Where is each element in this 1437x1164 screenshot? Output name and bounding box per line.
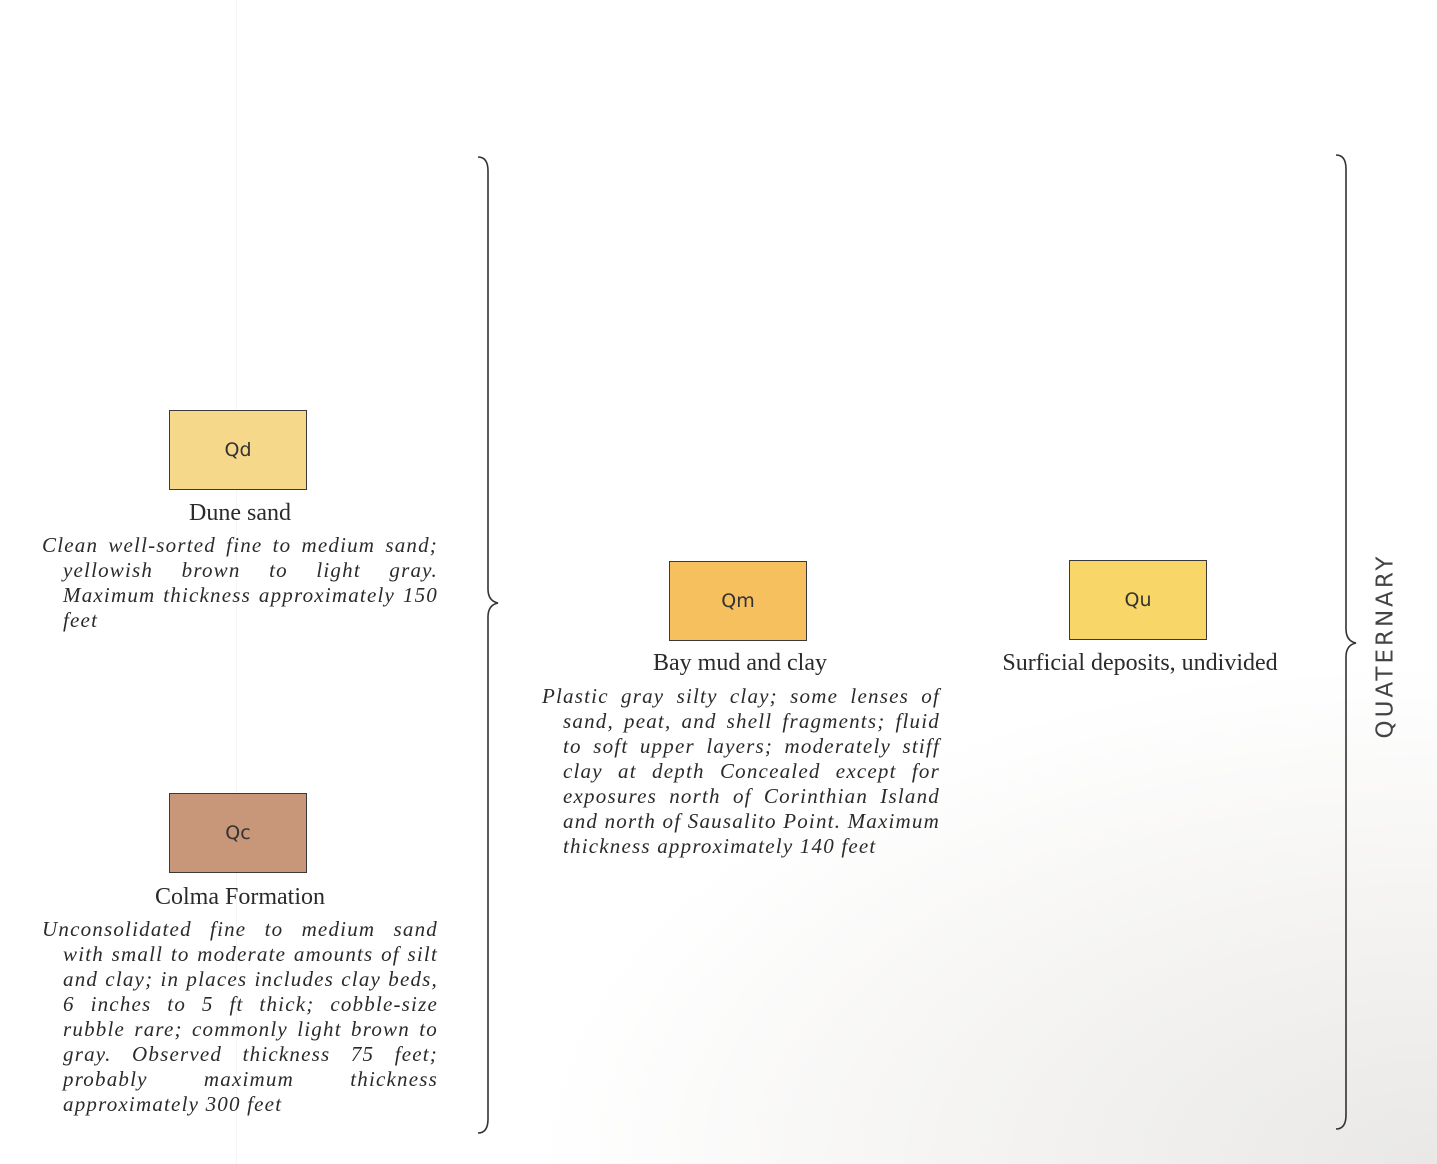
unit-box-qd — [169, 410, 307, 490]
unit-description-colma-formation: Unconsolidated fine to medium sand with small to moderate amounts of silt and clay; in places includes clay beds, 6 inches to 5 ft thick; cobble-size rubble rare; commonly light brown to gray. Observed thickness 75 feet; probably maximum thickness approximately 300 feet — [42, 917, 438, 1116]
unit-symbol-qc: Qc — [225, 822, 251, 844]
unit-symbol-qm: Qm — [721, 590, 755, 612]
unit-description-dune-sand: Clean well-sorted fine to medium sand; yellowish brown to light gray. Maximum thickness approximately 150 feet — [42, 533, 438, 632]
left-group-brace — [476, 155, 502, 1135]
unit-symbol-qd: Qd — [224, 439, 252, 461]
unit-name-surficial-deposits: Surficial deposits, undivided — [1002, 650, 1278, 676]
unit-name-dune-sand: Dune sand — [189, 500, 291, 526]
unit-box-qu — [1069, 560, 1207, 640]
unit-box-qm — [669, 561, 807, 641]
unit-description-bay-mud: Plastic gray silty clay; some lenses of sand, peat, and shell fragments; fluid to soft upper layers; moderately stiff clay at depth Concealed except for exposures north of Corinthian Island and north of Sausalito Point. Maximum thickness approximately 140 feet — [542, 684, 940, 858]
unit-box-qc — [169, 793, 307, 873]
unit-name-bay-mud: Bay mud and clay — [653, 650, 827, 676]
unit-symbol-qu: Qu — [1124, 589, 1152, 611]
period-label-text: QUATERNARY — [1372, 553, 1399, 739]
period-label-quaternary — [1335, 540, 1435, 752]
unit-name-colma-formation: Colma Formation — [155, 884, 325, 910]
